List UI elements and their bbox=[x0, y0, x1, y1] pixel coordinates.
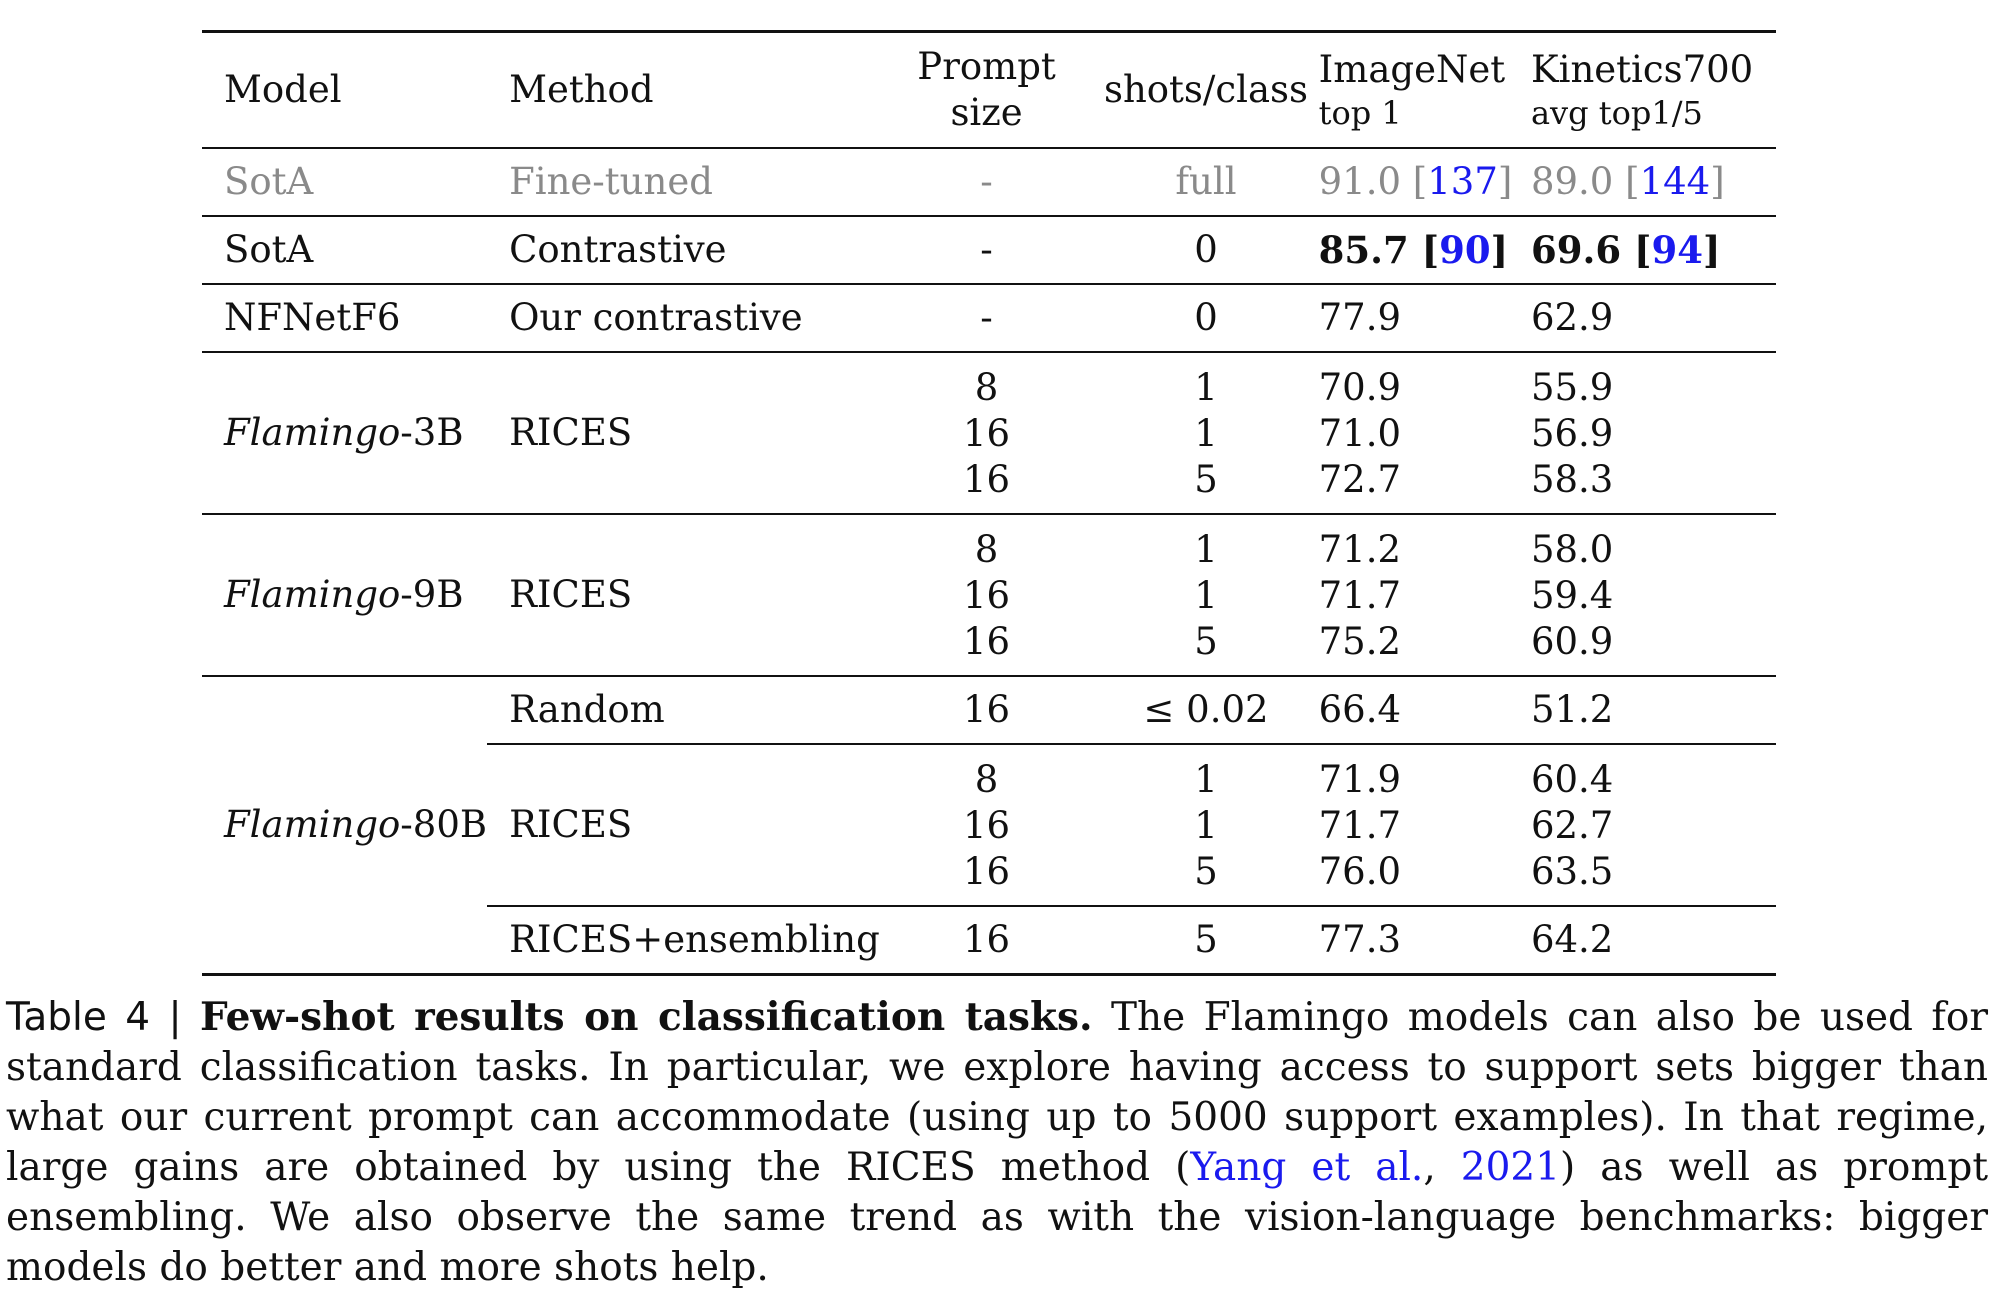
caption-text: ) as well as prompt ensembling. We also observe the same trend as with the vision-language benchmarks: bigger models do better and more shots help. bbox=[6, 1145, 1989, 1290]
cell-kinetics: 89.0 [144] bbox=[1531, 148, 1776, 216]
header-method: Method bbox=[487, 32, 880, 149]
cell-shots bbox=[1093, 514, 1318, 676]
value: 71.2 bbox=[1318, 528, 1402, 571]
cell-model: SotA bbox=[202, 216, 487, 284]
value: 1 bbox=[1194, 412, 1218, 455]
cell-method: Fine-tuned bbox=[487, 148, 880, 216]
model-name-suffix: -3B bbox=[400, 411, 464, 454]
cell-kinetics: 64.2 bbox=[1531, 906, 1776, 975]
reference-link[interactable]: Yang et al. bbox=[1190, 1145, 1424, 1190]
cell-shots: 0 bbox=[1093, 216, 1318, 284]
cell-prompt: - bbox=[880, 284, 1094, 352]
cell-kinetics bbox=[1531, 352, 1776, 514]
header-imagenet-title: ImageNet bbox=[1318, 48, 1506, 91]
model-name-suffix: -80B bbox=[400, 803, 488, 846]
value: 89.0 bbox=[1530, 160, 1614, 203]
value: 63.5 bbox=[1530, 850, 1614, 893]
value: 16 bbox=[963, 574, 1011, 617]
value: 71.0 bbox=[1318, 412, 1402, 455]
value: 1 bbox=[1194, 574, 1218, 617]
cell-shots: ≤ 0.02 bbox=[1093, 676, 1318, 744]
cell-method: Our contrastive bbox=[487, 284, 880, 352]
model-name-italic: Flamingo bbox=[224, 411, 401, 454]
cell-prompt: - bbox=[880, 216, 1094, 284]
value: 16 bbox=[963, 412, 1011, 455]
table bbox=[202, 30, 1776, 976]
value: 1 bbox=[1194, 804, 1218, 847]
value: 60.4 bbox=[1530, 758, 1614, 801]
value: 55.9 bbox=[1530, 366, 1614, 409]
header-kinetics-sub: avg top1/5 bbox=[1530, 94, 1703, 132]
value: 1 bbox=[1194, 758, 1218, 801]
cell-imagenet: 91.0 [137] bbox=[1319, 148, 1531, 216]
cell-kinetics bbox=[1531, 744, 1776, 906]
model-name-italic: Flamingo bbox=[224, 803, 401, 846]
cell-shots: full bbox=[1093, 148, 1318, 216]
citation-link[interactable]: 144 bbox=[1639, 160, 1711, 203]
citation-link[interactable]: 94 bbox=[1651, 228, 1703, 272]
cell-prompt: 16 bbox=[880, 676, 1094, 744]
value: 8 bbox=[974, 758, 999, 801]
caption-title: Few-shot results on classification tasks. bbox=[200, 994, 1093, 1040]
header-imagenet-sub: top 1 bbox=[1318, 94, 1402, 132]
cell-prompt bbox=[880, 352, 1094, 514]
cell-method: Random bbox=[487, 676, 880, 744]
cell-model bbox=[202, 514, 487, 676]
header-row bbox=[202, 32, 1776, 149]
caption-label: Table 4 | bbox=[6, 995, 182, 1040]
value: 76.0 bbox=[1318, 850, 1402, 893]
cell-method: Contrastive bbox=[487, 216, 880, 284]
cell-method: RICES+ensembling bbox=[487, 906, 880, 975]
value: 5 bbox=[1194, 458, 1218, 501]
cell-imagenet bbox=[1319, 744, 1531, 906]
value: 71.7 bbox=[1318, 804, 1402, 847]
table-caption bbox=[6, 992, 1988, 1293]
table-row bbox=[202, 216, 1776, 284]
header-prompt-size: Prompt size bbox=[880, 32, 1094, 149]
value: 1 bbox=[1194, 366, 1218, 409]
cell-model bbox=[202, 352, 487, 514]
cell-method: RICES bbox=[487, 744, 880, 906]
value: 5 bbox=[1194, 620, 1218, 663]
table-row-group bbox=[202, 352, 1776, 514]
cell-model: SotA bbox=[202, 148, 487, 216]
cell-imagenet bbox=[1319, 352, 1531, 514]
value: 91.0 bbox=[1318, 160, 1402, 203]
value: 5 bbox=[1194, 850, 1218, 893]
cell-kinetics bbox=[1531, 514, 1776, 676]
cell-imagenet: 77.9 bbox=[1319, 284, 1531, 352]
cell-shots bbox=[1093, 744, 1318, 906]
value: 62.7 bbox=[1530, 804, 1614, 847]
value: 58.3 bbox=[1530, 458, 1614, 501]
cell-kinetics: 51.2 bbox=[1531, 676, 1776, 744]
header-imagenet bbox=[1319, 32, 1531, 149]
value: 16 bbox=[963, 850, 1011, 893]
value: 8 bbox=[974, 366, 999, 409]
value: 16 bbox=[963, 458, 1011, 501]
value: 85.7 bbox=[1318, 228, 1409, 272]
value: 75.2 bbox=[1318, 620, 1402, 663]
citation-link[interactable]: 90 bbox=[1439, 228, 1491, 272]
table-row-group bbox=[202, 514, 1776, 676]
cell-prompt bbox=[880, 514, 1094, 676]
header-shots: shots/class bbox=[1093, 32, 1318, 149]
table-row bbox=[202, 676, 1776, 744]
cell-shots: 5 bbox=[1093, 906, 1318, 975]
value: 59.4 bbox=[1530, 574, 1614, 617]
value: 70.9 bbox=[1318, 366, 1402, 409]
cell-kinetics: 69.6 [94] bbox=[1531, 216, 1776, 284]
model-name-suffix: -9B bbox=[400, 573, 464, 616]
cell-imagenet: 85.7 [90] bbox=[1319, 216, 1531, 284]
value: 69.6 bbox=[1530, 228, 1622, 272]
reference-year-link[interactable]: 2021 bbox=[1460, 1145, 1561, 1190]
cell-imagenet bbox=[1319, 514, 1531, 676]
header-kinetics bbox=[1531, 32, 1776, 149]
cell-kinetics: 62.9 bbox=[1531, 284, 1776, 352]
value: 71.7 bbox=[1318, 574, 1402, 617]
value: 58.0 bbox=[1530, 528, 1614, 571]
cell-prompt bbox=[880, 744, 1094, 906]
caption-text: The Flamingo models can also be used for standard classification tasks. In particular, we explore having access to support sets bigger than what our current prompt can accommodate (using up to 5000 support examples). In that regime, large gains are obtained by using the RICES method ( bbox=[6, 995, 1988, 1190]
value: 71.9 bbox=[1318, 758, 1402, 801]
cell-prompt: 16 bbox=[880, 906, 1094, 975]
cell-method: RICES bbox=[487, 352, 880, 514]
value: 56.9 bbox=[1530, 412, 1614, 455]
cell-imagenet: 77.3 bbox=[1319, 906, 1531, 975]
header-model: Model bbox=[202, 32, 487, 149]
table-row bbox=[202, 148, 1776, 216]
value: 16 bbox=[963, 804, 1011, 847]
cell-prompt: - bbox=[880, 148, 1094, 216]
results-table bbox=[202, 30, 1776, 976]
cell-model bbox=[202, 676, 487, 975]
cell-method: RICES bbox=[487, 514, 880, 676]
cell-shots bbox=[1093, 352, 1318, 514]
value: 16 bbox=[963, 620, 1011, 663]
table-row bbox=[202, 284, 1776, 352]
cell-imagenet: 66.4 bbox=[1319, 676, 1531, 744]
model-name-italic: Flamingo bbox=[224, 573, 401, 616]
value: 60.9 bbox=[1530, 620, 1614, 663]
cell-shots: 0 bbox=[1093, 284, 1318, 352]
value: 8 bbox=[974, 528, 999, 571]
value: 72.7 bbox=[1318, 458, 1402, 501]
caption-separator: , bbox=[1423, 1145, 1461, 1190]
cell-model: NFNetF6 bbox=[202, 284, 487, 352]
citation-link[interactable]: 137 bbox=[1427, 160, 1498, 203]
header-kinetics-title: Kinetics700 bbox=[1530, 48, 1754, 91]
value: 1 bbox=[1194, 528, 1218, 571]
